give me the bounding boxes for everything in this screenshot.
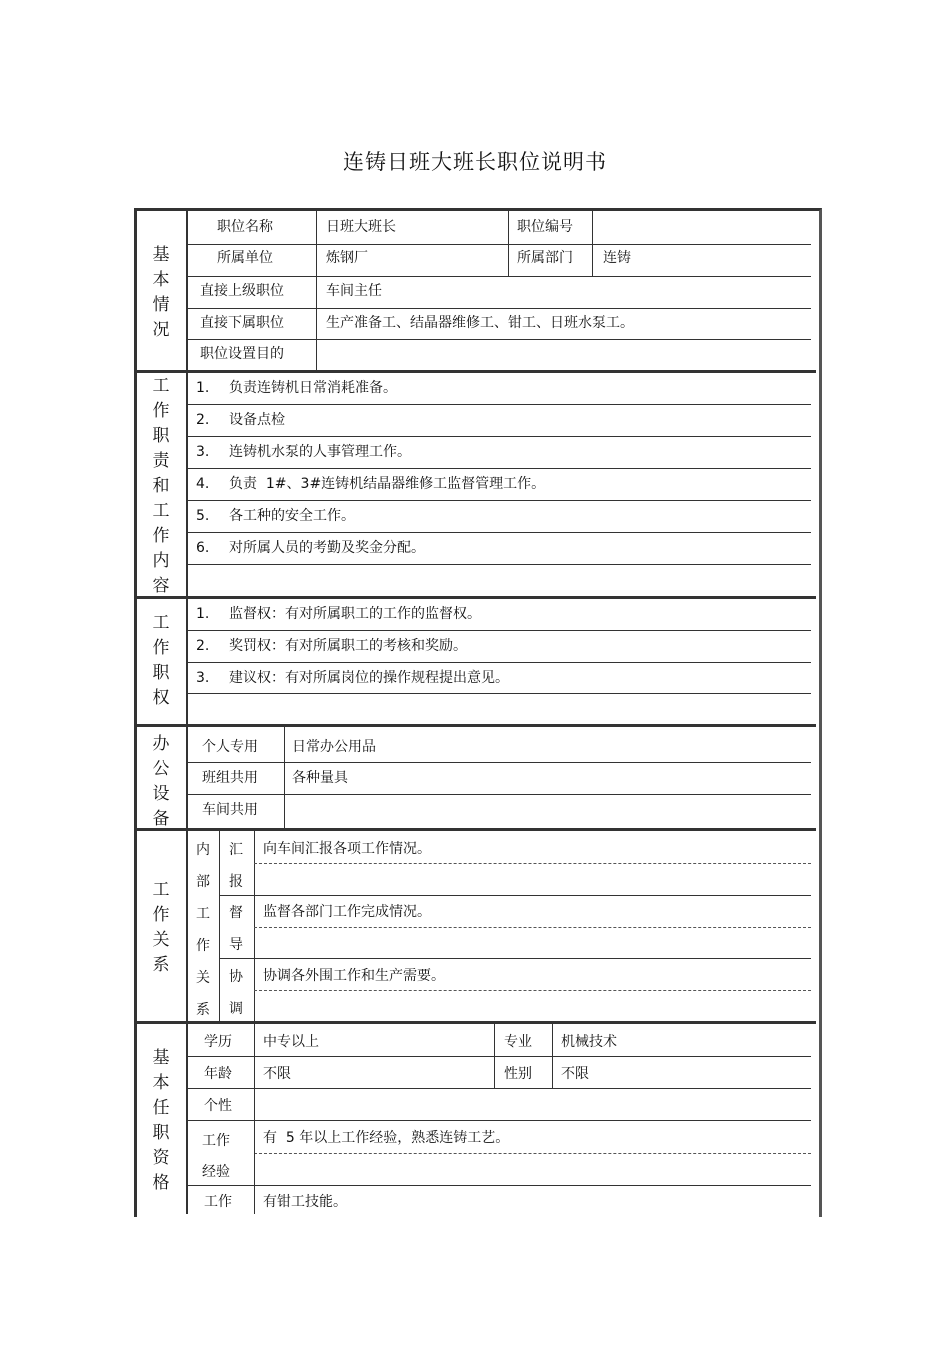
relation-value: 监督各部门工作完成情况。 xyxy=(263,904,431,920)
section-divider xyxy=(134,724,816,727)
duties-section-label: 工作职责和工作内容 xyxy=(152,376,170,596)
equipment-value: 各种量具 xyxy=(292,770,348,786)
age-value: 不限 xyxy=(263,1066,291,1082)
position-code-label: 职位编号 xyxy=(517,219,573,235)
authority-num: 3. xyxy=(196,670,210,686)
personality-label: 个性 xyxy=(204,1098,232,1114)
relation-value: 向车间汇报各项工作情况。 xyxy=(263,841,431,857)
section-divider xyxy=(134,596,816,599)
equipment-label: 车间共用 xyxy=(202,802,258,818)
document-title: 连铸日班大班长职位说明书 xyxy=(343,150,607,174)
qualifications-section-label: 基本任职资格 xyxy=(152,1048,170,1193)
duty-item: 设备点检 xyxy=(229,412,285,428)
authority-item: 奖罚权：有对所属职工的考核和奖励。 xyxy=(229,638,467,654)
subordinate-value: 生产准备工、结晶器维修工、钳工、日班水泵工。 xyxy=(326,315,634,331)
duty-num: 1. xyxy=(196,380,210,396)
duty-num: 6. xyxy=(196,540,210,556)
relations-section-label: 工作关系 xyxy=(152,880,170,975)
duty-item: 各工种的安全工作。 xyxy=(229,508,355,524)
equipment-label: 个人专用 xyxy=(202,739,258,755)
duty-num: 5. xyxy=(196,508,210,524)
relation-value: 协调各外围工作和生产需要。 xyxy=(263,968,445,984)
equipment-section-label: 办公设备 xyxy=(152,734,170,829)
basic-section-label: 基本情况 xyxy=(152,245,170,340)
dept-label: 所属部门 xyxy=(517,250,573,266)
work-label: 工作 xyxy=(204,1194,232,1210)
authority-num: 1. xyxy=(196,606,210,622)
age-label: 年龄 xyxy=(204,1066,232,1082)
authority-item: 监督权：有对所属职工的工作的监督权。 xyxy=(229,606,481,622)
relation-type: 协调 xyxy=(229,969,243,1017)
position-name-label: 职位名称 xyxy=(217,219,273,235)
unit-label: 所属单位 xyxy=(217,250,273,266)
equipment-value: 日常办公用品 xyxy=(292,739,376,755)
duty-item: 负责连铸机日常消耗准备。 xyxy=(229,380,397,396)
experience-value: 有 5 年以上工作经验，熟悉连铸工艺。 xyxy=(263,1130,510,1146)
section-divider xyxy=(134,828,816,831)
relation-type: 督导 xyxy=(229,905,243,953)
education-value: 中专以上 xyxy=(263,1034,319,1050)
duty-num: 2. xyxy=(196,412,210,428)
experience-label: 工作经验 xyxy=(202,1133,230,1180)
equipment-label: 班组共用 xyxy=(202,770,258,786)
internal-relations-label: 内部工作关系 xyxy=(196,842,210,1018)
superior-label: 直接上级职位 xyxy=(200,283,284,299)
authority-num: 2. xyxy=(196,638,210,654)
relation-type: 汇报 xyxy=(229,842,243,890)
duty-item: 连铸机水泵的人事管理工作。 xyxy=(229,444,411,460)
major-value: 机械技术 xyxy=(561,1034,617,1050)
work-value: 有钳工技能。 xyxy=(263,1194,347,1210)
duty-num: 4. xyxy=(196,476,210,492)
purpose-label: 职位设置目的 xyxy=(200,346,284,362)
duty-item: 对所属人员的考勤及奖金分配。 xyxy=(229,540,425,556)
superior-value: 车间主任 xyxy=(326,283,382,299)
dept-value: 连铸 xyxy=(603,250,631,266)
position-name-value: 日班大班长 xyxy=(326,219,396,235)
gender-label: 性别 xyxy=(504,1066,532,1082)
gender-value: 不限 xyxy=(561,1066,589,1082)
authority-item: 建议权：有对所属岗位的操作规程提出意见。 xyxy=(229,670,509,686)
major-label: 专业 xyxy=(504,1034,532,1050)
education-label: 学历 xyxy=(204,1034,232,1050)
duty-num: 3. xyxy=(196,444,210,460)
column-divider xyxy=(186,208,188,1214)
authority-section-label: 工作职权 xyxy=(152,613,170,708)
section-divider xyxy=(134,370,816,373)
duty-item: 负责 1#、3#连铸机结晶器维修工监督管理工作。 xyxy=(229,476,546,492)
unit-value: 炼钢厂 xyxy=(326,250,368,266)
subordinate-label: 直接下属职位 xyxy=(200,315,284,331)
